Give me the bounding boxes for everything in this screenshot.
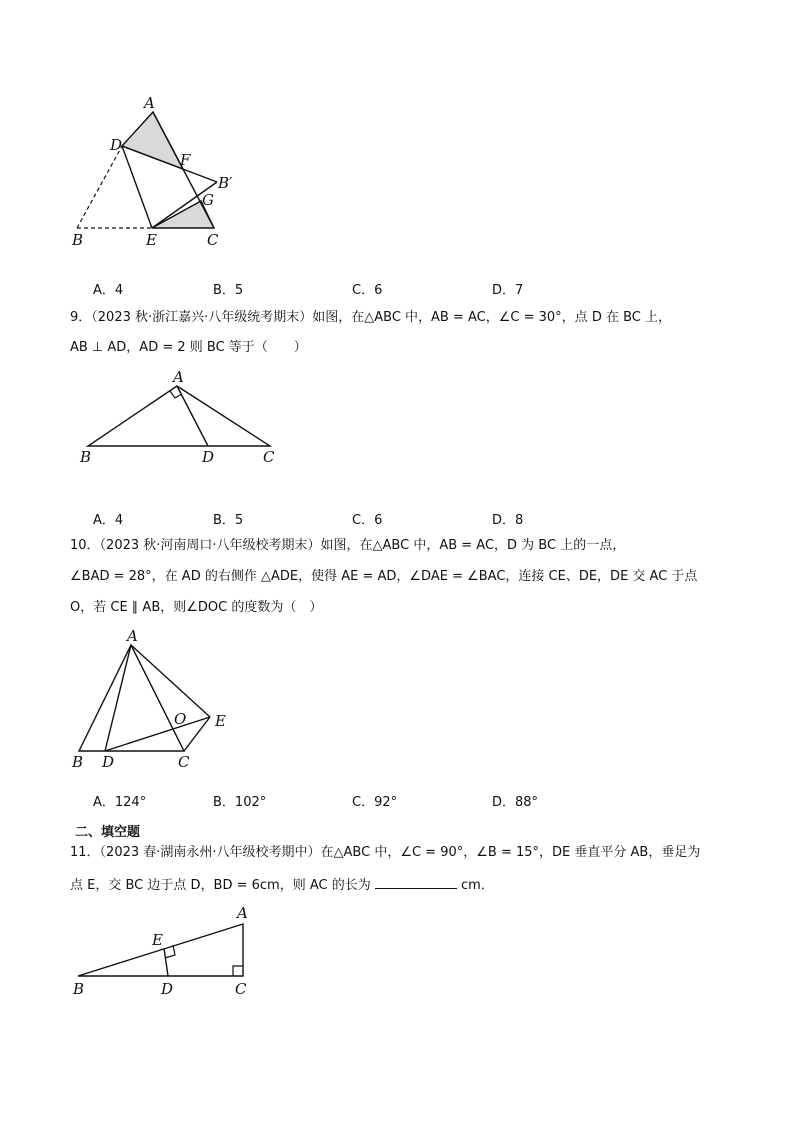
q9-stem-line1: 9．（2023 秋·浙江嘉兴·八年级统考期末）如图，在△ABC 中，AB = AC，∠C = 30°，点 D 在 BC 上， (70, 310, 671, 325)
q11-label-a: A (237, 904, 248, 922)
q9-label-c: C (263, 448, 275, 466)
q10-segment-ce (184, 717, 210, 751)
q8-fold-de (122, 146, 152, 228)
q10-label-b: B (72, 753, 84, 771)
q11-figure (65, 900, 275, 1005)
q9-triangle-abc (88, 386, 270, 446)
q11-stem-before-blank: 点 E，交 BC 边于点 D，BD = 6cm，则 AC 的长为 (70, 878, 371, 893)
q8-figure (60, 90, 260, 260)
q8-label-e: E (146, 231, 157, 249)
q9-option-a[interactable]: A．4 (93, 513, 124, 528)
q9-stem-line2: AB ⊥ AD，AD = 2 则 BC 等于（ ） (70, 340, 307, 355)
q11-label-e: E (152, 931, 163, 949)
q10-stem-line1: 10．（2023 秋·河南周口·八年级校考期末）如图，在△ABC 中，AB = AC，D 为 BC 上的一点， (70, 538, 626, 553)
q8-label-d: D (110, 136, 123, 154)
q8-options (93, 279, 653, 299)
q9-segment-ad (177, 386, 208, 446)
q8-option-d[interactable]: D．7 (492, 283, 524, 298)
q10-label-c: C (178, 753, 190, 771)
q10-segment-de (105, 717, 210, 751)
q10-stem-line2: ∠BAD = 28°，在 AD 的右侧作 △ADE，使得 AE = AD，∠DAE = ∠BAC，连接 CE、DE，DE 交 AC 于点 (70, 569, 698, 584)
q8-option-a[interactable]: A．4 (93, 283, 124, 298)
q11-stem-line2 (70, 874, 494, 896)
q10-figure (60, 625, 250, 775)
q10-segment-ae (131, 645, 210, 717)
q10-option-c[interactable]: C．92° (352, 795, 398, 810)
q10-label-a: A (127, 627, 138, 645)
q9-label-a: A (173, 368, 184, 386)
q8-label-g: G (202, 191, 214, 209)
q11-label-d: D (161, 980, 174, 998)
q10-option-b[interactable]: B．102° (213, 795, 267, 810)
q10-label-e: E (215, 712, 226, 730)
q10-option-d[interactable]: D．88° (492, 795, 539, 810)
q8-label-f: F (180, 151, 191, 169)
q8-label-c: C (207, 231, 219, 249)
section-title-fill-in: 二、填空题 (75, 825, 141, 840)
q8-option-b[interactable]: B．5 (213, 283, 244, 298)
q11-segment-de (164, 948, 168, 976)
q8-label-b: B (72, 231, 84, 249)
q11-answer-blank[interactable] (375, 874, 457, 889)
q11-stem-after-blank: cm． (460, 878, 494, 893)
q9-figure (70, 370, 290, 470)
q8-dashed-bd (77, 146, 122, 228)
q9-label-d: D (202, 448, 215, 466)
q11-label-b: B (73, 980, 85, 998)
q8-label-bprime: B′ (218, 174, 233, 192)
q8-option-c[interactable]: C．6 (352, 283, 383, 298)
q9-option-c[interactable]: C．6 (352, 513, 383, 528)
q10-label-d: D (102, 753, 115, 771)
q10-option-a[interactable]: A．124° (93, 795, 147, 810)
q9-option-d[interactable]: D．8 (492, 513, 524, 528)
q10-triangle-abc (79, 645, 187, 751)
q10-options (93, 791, 653, 811)
q8-shaded-adf (122, 112, 183, 169)
q9-option-b[interactable]: B．5 (213, 513, 244, 528)
q10-label-o: O (174, 710, 187, 728)
q11-right-angle-mark-c (233, 966, 243, 976)
q10-segment-ad (105, 645, 131, 751)
q11-label-c: C (235, 980, 247, 998)
q9-options (93, 509, 653, 529)
q10-stem-line3: O，若 CE ∥ AB，则∠DOC 的度数为（ ） (70, 600, 323, 615)
q11-stem-line1: 11．（2023 春·湖南永州·八年级校考期中）在△ABC 中，∠C = 90°，∠B = 15°，DE 垂直平分 AB，垂足为 (70, 845, 701, 860)
q8-label-a: A (144, 94, 155, 112)
q9-label-b: B (80, 448, 92, 466)
